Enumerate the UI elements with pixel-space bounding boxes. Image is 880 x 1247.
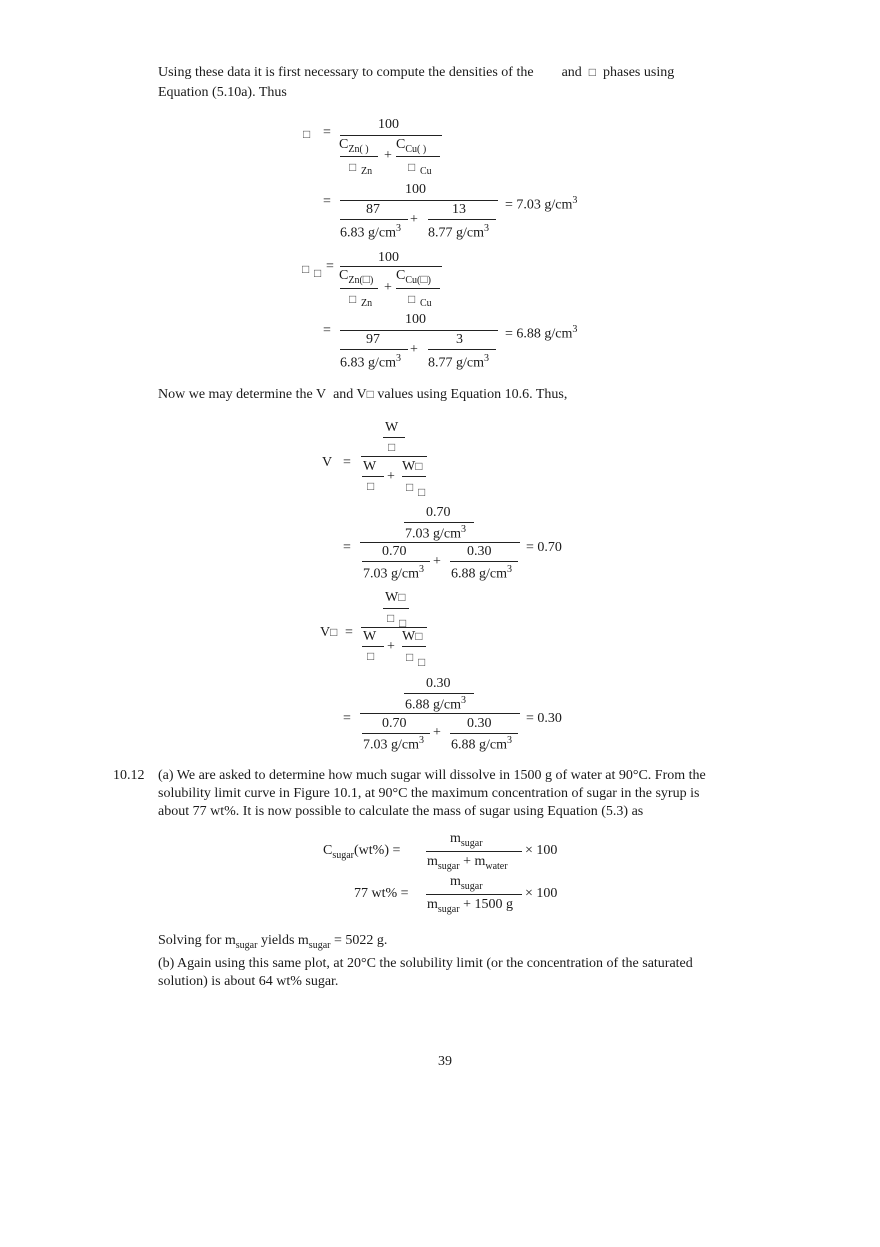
missing-glyph-icon (418, 485, 425, 500)
intro-line-2: Equation (5.10a). Thus (158, 85, 287, 100)
volume-intro: Now we may determine the V and V□ values using Equation 10.6. Thus, (158, 384, 567, 405)
part-b-line-2: solution) is about 64 wt% sugar. (158, 974, 339, 989)
missing-glyph-icon (415, 459, 422, 473)
missing-glyph-icon (349, 160, 356, 175)
missing-glyph-icon (302, 262, 309, 277)
missing-glyph-icon (387, 611, 394, 626)
missing-glyph-icon (303, 127, 310, 142)
missing-glyph-icon (415, 629, 422, 643)
missing-glyph-icon (349, 292, 356, 307)
part-b-line-1: (b) Again using this same plot, at 20°C the solubility limit (or the concentration of the saturated (158, 956, 693, 971)
intro-line-1: Using these data it is first necessary to compute the densities of the and □ phases using (158, 62, 674, 83)
problem-line-2: solubility limit curve in Figure 10.1, at 90°C the maximum concentration of sugar in the syrup is (158, 786, 700, 801)
problem-line-3: about 77 wt%. It is now possible to calculate the mass of sugar using Equation (5.3) as (158, 804, 644, 819)
missing-glyph-icon (388, 440, 395, 455)
missing-glyph-icon (363, 272, 370, 286)
solve-line: Solving for $m_{sugar}$ yields $m_{sugar} = 5022$ g. (158, 933, 388, 951)
missing-glyph-icon (314, 266, 321, 281)
missing-glyph-icon (589, 65, 596, 79)
missing-glyph-icon (367, 387, 374, 401)
page-number: 39 (438, 1054, 452, 1069)
missing-glyph-icon (408, 292, 415, 307)
missing-glyph-icon (406, 480, 413, 495)
missing-glyph-icon (406, 650, 413, 665)
missing-glyph-icon (367, 649, 374, 664)
missing-glyph-icon (418, 655, 425, 670)
missing-glyph-icon (420, 272, 427, 286)
missing-glyph-icon (367, 479, 374, 494)
missing-glyph-icon (398, 590, 405, 604)
missing-glyph-icon (330, 625, 337, 639)
missing-glyph-icon (408, 160, 415, 175)
problem-number: 10.12 (113, 768, 145, 783)
problem-line-1: (a) We are asked to determine how much sugar will dissolve in 1500 g of water at 90°C. From the (158, 768, 706, 783)
